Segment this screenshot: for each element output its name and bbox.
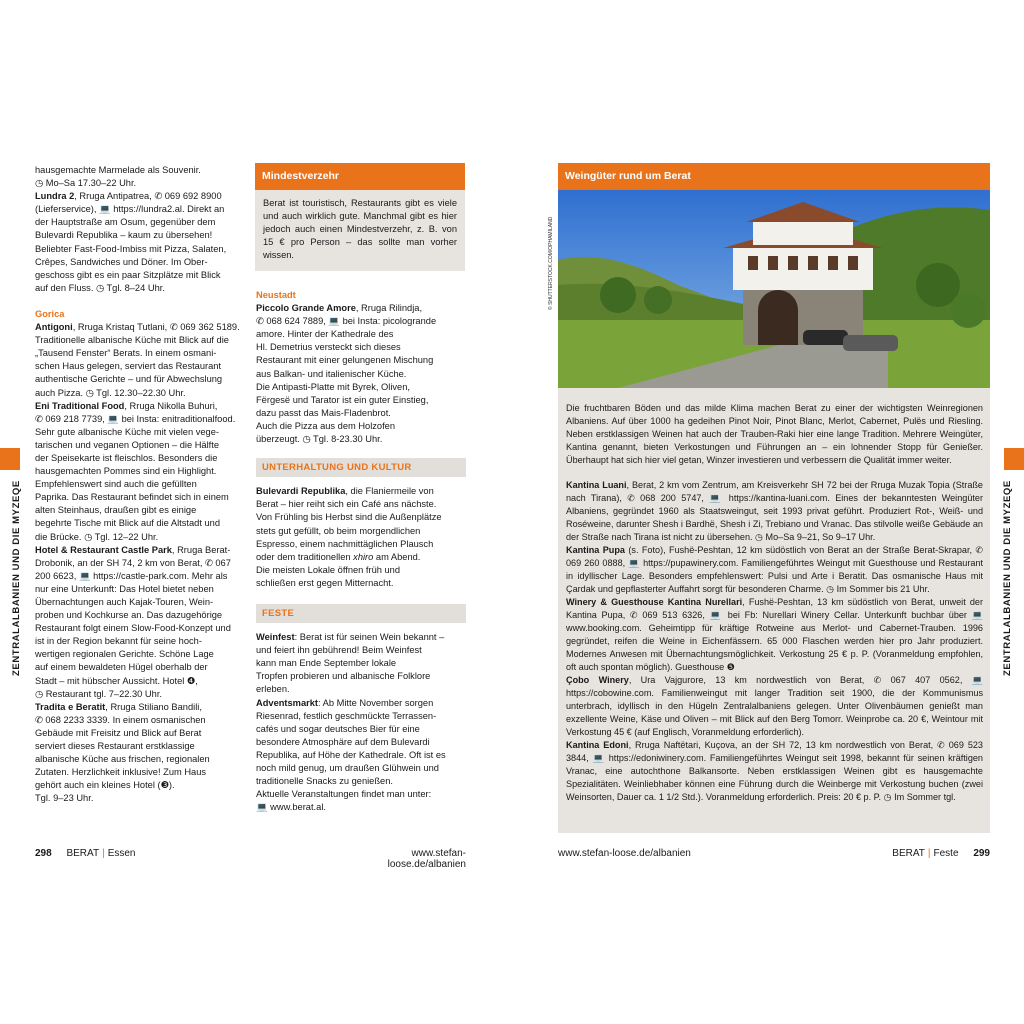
infobox-mindestverzehr bbox=[255, 163, 465, 271]
entry-name: Lundra 2 bbox=[35, 191, 75, 202]
entry-castle-park: Hotel & Restaurant Castle Park, Rruga Berat- Drobonik, an der SH 74, 2 km von Berat, ✆ 067 200 6623, 💻 https://castle-park.com. Mehr als nur eine Unterkunft: Das Hotel bietet neben Übernachtungen auch Kajak-Touren, Wein- proben und Kochkurse an. Das dazugehörige Restaurant folgt einem Slow-Food-Konzept und ist in der Region bekannt für seine hoch- wertigen regionalen Gerichte. Schöne Lage auf einem bewaldeten Hügel oberhalb der Stadt – mit hübscher Aussicht. Hotel ❹, ◷ Restaurant tgl. 7–22.30 Uhr. bbox=[35, 544, 231, 699]
infobox-title: Mindestverzehr bbox=[255, 163, 465, 190]
running-head-sub: Essen bbox=[107, 848, 136, 859]
page-number: 298 bbox=[35, 848, 52, 859]
running-head-section: BERAT bbox=[892, 848, 925, 859]
footer-url-right: www.stefan-loose.de/albanien bbox=[558, 848, 691, 859]
section-heading-feste: FESTE bbox=[256, 604, 466, 623]
infobox-title: Weingüter rund um Berat bbox=[558, 163, 990, 190]
chapter-tab-right bbox=[1004, 448, 1024, 470]
winery-entry: Çobo Winery, Ura Vajgurore, 13 km nordwestlich von Berat, ✆ 067 407 0562, 💻 https://cobowine.com. Familienweingut mit langer Tradition seit 1900, die der Kommunismus unterbrach, idyllisch in den Hügeln Zentralalbaniens gelegen. Unter Olivenbäumen genießt man exzellente Weine, Käse und Oliven – mit Blick auf den Berg Tomorr. Weinprobe ca. 20 €, Weintour mit Verkostung 45 € (auf Englisch, Voranmeldung erforderlich). bbox=[566, 675, 984, 737]
entry-weinfest: Weinfest: Berat ist für seinen Wein bekannt – und feiert ihn gebührend! Beim Weinfest kann man Ende September lokale Tropfen probieren und albanische Folklore erleben. bbox=[256, 632, 445, 695]
winery-photo bbox=[558, 190, 990, 388]
infobox-weingueter-body bbox=[566, 402, 983, 804]
entry-lundra: Lundra 2, Rruga Antipatrea, ✆ 069 692 8900 (Lieferservice), 💻 https://lundra2.al. Direkt an der Hauptstraße am Osum, gegenüber dem Bulevardi Republika – kaum zu übersehen! Beliebter Fast-Food-Imbiss mit Pizza, Salaten, Crêpes, Sandwiches und Döner. Im Ober- geschoss gibt es ein paar Sitzplätze mit Blick auf den Fluss. ◷ Tgl. 8–24 Uhr. bbox=[35, 191, 227, 293]
left-column-1 bbox=[35, 164, 241, 806]
chapter-side-label-left: ZENTRALALBANIEN UND DIE MYZEQE bbox=[11, 480, 22, 676]
entry-eni: Eni Traditional Food, Rruga Nikolla Buhuri, ✆ 069 218 7739, 💻 bei Insta: enitraditionalfood. Sehr gute albanische Küche mit vielen vege- tarischen und veganen Optionen – die Hälfte der Speisekarte ist fleischlos. Besonders die hausgemachten Pommes sind ein Highlight. Empfehlenswert sind auch die gefüllten Paprika. Das Restaurant befindet sich in einem alten Steinhaus, draußen gibt es einige begehrte Tische mit Blick auf die Altstadt und die Brücke. ◷ Tgl. 12–22 Uhr. bbox=[35, 400, 236, 542]
section-heading-unterhaltung: UNTERHALTUNG UND KULTUR bbox=[256, 458, 466, 477]
entry-antigoni: Antigoni, Rruga Kristaq Tutlani, ✆ 069 362 5189. Traditionelle albanische Küche mit Blick auf die „Tausend Fenster“ Berats. In einem osmani- schen Haus gelegen, serviert das Restaurant authentische Gerichte – und für Abwechslung auch Pizza. ◷ Tgl. 12.30–22.30 Uhr. bbox=[35, 322, 240, 398]
footer-right: BERAT | Feste 299 bbox=[892, 848, 990, 859]
winery-entry: Kantina Edoni, Rruga Naftëtari, Kuçova, an der SH 72, 13 km nordwestlich von Berat, ✆ 069 523 3844, 💻 https://edoniwinery.com. Familiengeführtes Weingut seit 1998, bekannt für seinen kräftigen Vranac, eine autochthone Balkansorte. Neben erstklassigen Weinen gibt es hausgemachte Spezialitäten. Weinliebhaber können eine Führung durch die Weinberge mit Verkostung buchen (zwei Weinsorten, Dauer ca. 1 1/2 Std.). Voranmeldung erforderlich. Preis: 20 € p. P. ◷ Im Sommer tgl. bbox=[566, 740, 983, 802]
winery-entry: Kantina Luani, Berat, 2 km vom Zentrum, am Kreisverkehr SH 72 bei der Rruga Muzak Topia (Straße nach Tirana), ✆ 068 200 5747, 💻 https://kantina-luani.com. Eines der bekanntesten Weingüter Albaniens, gegründet 1960 als Staatsweingut, seit 1993 privat geführt. Produziert Rot-, Weiß- und Roséweine, darunter Shesh i Bardhë, Shesh i Zi, Trebiano und Vranac. Das stilvolle weiße Gebäude an der Straße nach Tirana ist nicht zu übersehen. ◷ Mo–Sa 9–21, So 9–17 Uhr. bbox=[566, 480, 983, 542]
chapter-side-label-right: ZENTRALALBANIEN UND DIE MYZEQE bbox=[1002, 480, 1013, 676]
left-column-2 bbox=[256, 289, 466, 814]
running-head-section: BERAT bbox=[66, 848, 100, 859]
winery-entry: Kantina Pupa (s. Foto), Fushë-Peshtan, 12 km südöstlich von Berat an der Straße Berat-Skrapar, ✆ 069 260 0888, 💻 https://pupawinery.com. Familiengeführtes Weingut mit Guesthouse und Restaurant in idyllischer Lage. Besonders empfehlenswert: Pulsi und Arte i Beratit. Das osmanische Haus mit Çardak und gepflasterter Auffahrt sorgt für besonderen Charme. ◷ Im Sommer bis 21 Uhr. bbox=[566, 545, 984, 594]
infobox-text: Berat ist touristisch, Restaurants gibt es viele und auch wirklich gute. Manchmal gibt es hier jedoch auch einen Mindestverzehr, z. B. von 15 € pro Person – das sollte man vorher wissen. bbox=[263, 198, 457, 261]
running-head-sub: Feste bbox=[933, 848, 959, 859]
text-line: hausgemachte Marmelade als Souvenir. bbox=[35, 165, 201, 175]
district-heading-gorica: Gorica bbox=[35, 308, 65, 319]
footer-url-left: www.stefan-loose.de/albanien bbox=[387, 848, 466, 870]
infobox-intro: Die fruchtbaren Böden und das milde Klima machen Berat zu einer der wichtigsten Weinregionen Albaniens. Auf über 1000 ha gedeihen Pinot Noir, Pinot Blanc, Merlot, Cabernet, Pulës und Riesling. Neben erstklassigen Weinen hat auch der Trauben-Raki hier eine lange Tradition. Mehrere Weingüter, Kantina genannt, bieten Verkostungen und Führungen an – ein lohnender Stopp für Genießer. Überhaupt hat sich hier viel getan, Winzer investieren und verbessern die Qualität immer weiter. bbox=[566, 403, 983, 465]
winery-entry: Winery & Guesthouse Kantina Nurellari, Fushë-Peshtan, 13 km südöstlich von Berat, unweit der Kantina Pupa, ✆ 069 513 6326, 💻 bei Fb: Nurellari Winery Cellar. Unterkunft buchbar über 💻 www.booking.com. Geheimtipp für kräftige Rotweine aus Merlot- und Cabernet-Trauben. 1996 gegründet, reifen die Weine in Eichenfässern. 65 000 Flaschen werden hier pro Jahr produziert. Modernes Anwesen mit Übernachtungsmöglichkeit. Verkostung 25 € p. P. (Voranmeldung empfohlen, oft auch spontan möglich). Guesthouse ❺ bbox=[566, 597, 983, 672]
entry-piccolo: Piccolo Grande Amore, Rruga Rilindja, ✆ 068 624 7889, 💻 bei Insta: picolograndе amore. Hinter der Kathedrale des Hl. Demetrius versteckt sich dieses Restaurant mit einer gelungenen Mischung aus Balkan- und italienischer Küche. Die Antipasti-Platte mit Byrek, Oliven, Fërgesë und Tarator ist ein guter Einstieg, dazu passt das Mais-Fladenbrot. Auch die Pizza aus dem Holzofen überzeugt. ◷ Tgl. 8-23.30 Uhr. bbox=[256, 303, 437, 445]
district-heading-neustadt: Neustadt bbox=[256, 290, 296, 300]
entry-adventsmarkt: Adventsmarkt: Ab Mitte November sorgen Riesenrad, festlich geschmückte Terrassen- cafés und sogar deutsches Bier für eine besondere Atmosphäre auf dem Bulevardi Republika, auf Höhe der Kathedrale. Oft ist es noch mild genug, um draußen Glühwein und traditionelle Snacks zu genießen. Aktuelle Veranstaltungen findet man unter: 💻 www.berat.al. bbox=[256, 697, 446, 813]
chapter-tab-left bbox=[0, 448, 20, 470]
page-number: 299 bbox=[973, 848, 990, 859]
photo-credit: © SHUTTERSTOCK.COM/OPHAMILAND bbox=[548, 216, 554, 310]
entry-tradita: Tradita e Beratit, Rruga Stiliano Bandili, ✆ 068 2233 3339. In einem osmanischen Gebäude mit Freisitz und Blick auf Berat serviert dieses Restaurant erstklassige albanische Küche aus frischen, regionalen Zutaten. Herzlichkeit inklusive! Zum Haus gehört auch ein kleines Hotel (❸). Tgl. 9–23 Uhr. bbox=[35, 701, 210, 804]
footer-left: 298 BERAT | Essen bbox=[35, 848, 136, 859]
text-line: ◷ Mo–Sa 17.30–22 Uhr. bbox=[35, 178, 137, 189]
winery-house-illustration bbox=[558, 190, 990, 388]
entry-bulevardi: Bulevardi Republika, die Flaniermeile von Berat – hier reiht sich ein Café ans nächste. Von Frühling bis Herbst sind die Außenplätze stets gut gefüllt, ob beim morgendlichen Espresso, einem nachmittäglichen Plausch oder dem traditionellen xhiro am Abend. Die meisten Lokale öffnen früh und schließen erst gegen Mitternacht. bbox=[256, 486, 442, 588]
